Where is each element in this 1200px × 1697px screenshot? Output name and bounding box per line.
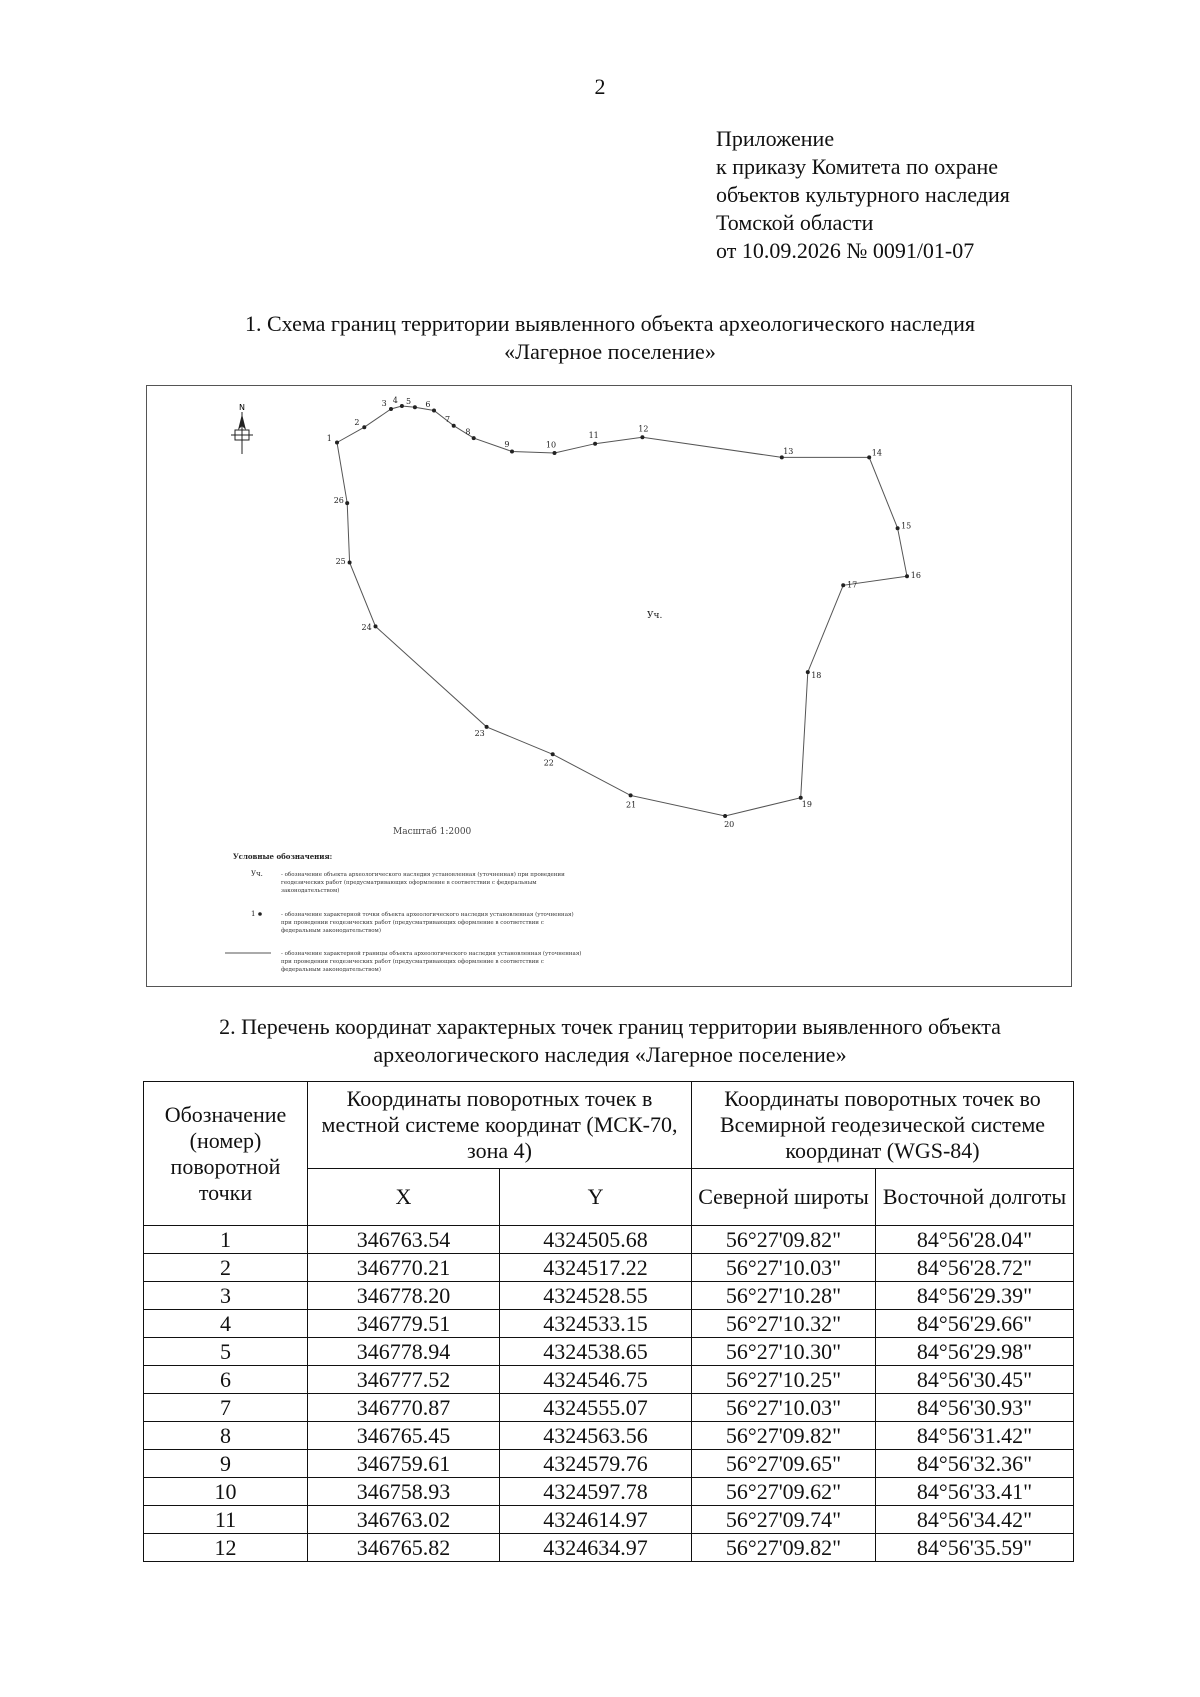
boundary-point-label: 24	[361, 623, 372, 632]
cell-y: 4324538.65	[500, 1338, 692, 1366]
legend-symbol: 1	[251, 910, 256, 918]
header-x: X	[308, 1169, 500, 1226]
section-1-line-1: 1. Схема границ территории выявленного объекта археологического наследия	[244, 311, 976, 336]
header-local-coords: Координаты поворотных точек в местной системе координат (МСК-70, зона 4)	[308, 1082, 692, 1169]
boundary-point-label: 3	[381, 399, 387, 409]
boundary-point	[400, 404, 404, 408]
cell-x: 346758.93	[308, 1478, 500, 1506]
boundary-point	[510, 450, 514, 454]
boundary-line	[337, 406, 907, 816]
header-point-number: Обозначение (номер) поворотной точки	[144, 1082, 308, 1226]
cell-y: 4324528.55	[500, 1282, 692, 1310]
header-y: Y	[500, 1169, 692, 1226]
boundary-point	[413, 405, 417, 409]
boundary-point	[640, 435, 644, 439]
cell-latitude: 56°27'09.74"	[692, 1506, 876, 1534]
cell-x: 346770.87	[308, 1394, 500, 1422]
cell-point-number: 8	[144, 1422, 308, 1450]
boundary-point-label: 6	[425, 400, 431, 409]
legend-text: федеральным законодательством)	[281, 967, 381, 973]
cell-point-number: 12	[144, 1534, 308, 1562]
cell-longitude: 84°56'35.59"	[876, 1534, 1074, 1562]
cell-longitude: 84°56'29.66"	[876, 1310, 1074, 1338]
header-longitude: Восточной долготы	[876, 1169, 1074, 1226]
appendix-line: от 10.09.2026 № 0091/01-07	[716, 238, 975, 263]
table-row	[144, 1282, 1074, 1310]
legend-text: при проведении геодезических работ (предусматривающих оформление в соответствии с	[281, 959, 544, 965]
appendix-line: к приказу Комитета по охране	[716, 154, 998, 179]
boundary-point	[905, 574, 909, 578]
boundary-point	[723, 814, 727, 818]
table-row	[144, 1422, 1074, 1450]
boundary-point-label: 18	[811, 670, 822, 680]
boundary-point-label: 5	[405, 397, 412, 406]
cell-y: 4324546.75	[500, 1366, 692, 1394]
boundary-point	[389, 407, 393, 411]
boundary-point	[335, 441, 339, 445]
area-label: Уч.	[647, 611, 663, 621]
page-number: 2	[594, 74, 606, 99]
cell-x: 346763.54	[308, 1226, 500, 1254]
boundary-point-label: 12	[638, 424, 649, 434]
boundary-point	[362, 425, 366, 429]
cell-point-number: 11	[144, 1506, 308, 1534]
boundary-point-label: 20	[724, 820, 735, 829]
boundary-point	[896, 526, 900, 530]
cell-point-number: 3	[144, 1282, 308, 1310]
cell-point-number: 7	[144, 1394, 308, 1422]
boundary-point-label: 21	[626, 800, 637, 810]
cell-longitude: 84°56'32.36"	[876, 1450, 1074, 1478]
boundary-point-label: 7	[445, 415, 451, 425]
cell-y: 4324614.97	[500, 1506, 692, 1534]
header-latitude: Северной широты	[692, 1169, 876, 1226]
section-1-line-2: «Лагерное поселение»	[504, 339, 716, 364]
boundary-point	[593, 442, 597, 446]
boundary-point	[629, 793, 633, 797]
cell-y: 4324597.78	[500, 1478, 692, 1506]
legend-item-area	[251, 870, 565, 894]
cell-x: 346770.21	[308, 1254, 500, 1282]
legend-text: - обозначение характерной точки объекта археологического наследия установленная (уточненная)	[281, 912, 574, 918]
legend-text: - обозначение объекта археологического наследия установленная (уточненная) при проведении	[281, 872, 565, 878]
boundary-point-label: 2	[354, 418, 360, 427]
cell-latitude: 56°27'09.62"	[692, 1478, 876, 1506]
cell-longitude: 84°56'28.72"	[876, 1254, 1074, 1282]
cell-y: 4324563.56	[500, 1422, 692, 1450]
legend-title: Условные обозначения:	[233, 852, 333, 861]
boundary-point	[867, 455, 871, 459]
appendix-line: объектов культурного наследия	[716, 182, 1010, 207]
table-row	[144, 1534, 1074, 1562]
cell-longitude: 84°56'28.04"	[876, 1226, 1074, 1254]
legend-item-line	[225, 950, 581, 973]
boundary-point	[345, 501, 349, 505]
boundary-point-label: 10	[545, 440, 557, 450]
cell-latitude: 56°27'10.25"	[692, 1366, 876, 1394]
boundary-point-label: 17	[847, 580, 858, 590]
cell-longitude: 84°56'34.42"	[876, 1506, 1074, 1534]
cell-point-number: 10	[144, 1478, 308, 1506]
table-row	[144, 1338, 1074, 1366]
cell-latitude: 56°27'09.82"	[692, 1422, 876, 1450]
boundary-point-label: 23	[474, 728, 485, 738]
cell-point-number: 1	[144, 1226, 308, 1254]
boundary-point	[432, 409, 436, 413]
north-label: N	[239, 403, 245, 412]
north-arrow-icon	[231, 403, 253, 454]
coordinates-table	[143, 1081, 1074, 1562]
cell-longitude: 84°56'29.39"	[876, 1282, 1074, 1310]
scheme-drawing	[147, 386, 1071, 986]
cell-x: 346778.20	[308, 1282, 500, 1310]
boundary-point-label: 25	[335, 556, 346, 566]
legend-text: - обозначение характерной границы объекта археологического наследия установленная (уточненная)	[281, 951, 582, 957]
cell-longitude: 84°56'29.98"	[876, 1338, 1074, 1366]
legend-text: законодательством)	[281, 888, 340, 894]
cell-point-number: 9	[144, 1450, 308, 1478]
boundary-scheme	[146, 385, 1072, 987]
boundary-point-label: 22	[543, 758, 554, 768]
table-row	[144, 1310, 1074, 1338]
section-2-line-2: археологического наследия «Лагерное поселение»	[373, 1042, 847, 1067]
cell-x: 346763.02	[308, 1506, 500, 1534]
legend-symbol: Уч.	[251, 870, 263, 878]
boundary-point	[472, 436, 476, 440]
cell-point-number: 6	[144, 1366, 308, 1394]
boundary-point	[485, 725, 489, 729]
legend-text: при проведении геодезических работ (предусматривающих оформление в соответствии с	[281, 920, 544, 926]
scale-label: Масштаб 1:2000	[393, 827, 472, 837]
table-row	[144, 1254, 1074, 1282]
table-row	[144, 1478, 1074, 1506]
boundary-point-label: 8	[465, 427, 471, 437]
boundary-point	[374, 624, 378, 628]
boundary-point-label: 13	[783, 447, 794, 457]
legend-text: геодезических работ (предусматривающих оформление в соответствии с федеральным	[281, 880, 537, 886]
cell-y: 4324533.15	[500, 1310, 692, 1338]
cell-y: 4324505.68	[500, 1226, 692, 1254]
appendix-line: Приложение	[716, 126, 835, 151]
section-2-line-1: 2. Перечень координат характерных точек границ территории выявленного объекта	[219, 1014, 1001, 1039]
coordinates-body	[144, 1226, 1074, 1562]
table-row	[144, 1366, 1074, 1394]
legend-item-point	[251, 910, 574, 934]
appendix-block	[716, 125, 1010, 265]
boundary-point	[348, 561, 352, 565]
section-1-title	[130, 310, 1090, 366]
cell-latitude: 56°27'10.03"	[692, 1394, 876, 1422]
boundary-point-label: 9	[504, 440, 510, 449]
boundary-point	[806, 670, 810, 674]
boundary-point-label: 26	[333, 495, 344, 505]
cell-x: 346778.94	[308, 1338, 500, 1366]
legend-text: федеральным законодательством)	[281, 928, 381, 934]
cell-longitude: 84°56'31.42"	[876, 1422, 1074, 1450]
cell-longitude: 84°56'30.93"	[876, 1394, 1074, 1422]
boundary-point-label: 14	[871, 448, 882, 458]
boundary-point	[553, 451, 557, 455]
boundary-point-label: 16	[910, 571, 921, 581]
cell-x: 346759.61	[308, 1450, 500, 1478]
table-row	[144, 1394, 1074, 1422]
cell-y: 4324579.76	[500, 1450, 692, 1478]
header-wgs-coords: Координаты поворотных точек во Всемирной геодезической системе координат (WGS-84)	[692, 1082, 1074, 1169]
boundary-point-label: 11	[588, 430, 599, 440]
cell-longitude: 84°56'33.41"	[876, 1478, 1074, 1506]
boundary-point	[841, 583, 845, 587]
boundary-point	[452, 424, 456, 428]
legend-point-icon	[258, 912, 262, 916]
cell-latitude: 56°27'10.32"	[692, 1310, 876, 1338]
table-row	[144, 1226, 1074, 1254]
cell-latitude: 56°27'10.28"	[692, 1282, 876, 1310]
cell-longitude: 84°56'30.45"	[876, 1366, 1074, 1394]
boundary-point-label: 1	[326, 433, 332, 443]
cell-point-number: 4	[144, 1310, 308, 1338]
table-row	[144, 1506, 1074, 1534]
cell-point-number: 5	[144, 1338, 308, 1366]
boundary-point-label: 15	[901, 521, 912, 531]
cell-y: 4324634.97	[500, 1534, 692, 1562]
boundary-point	[799, 796, 803, 800]
cell-point-number: 2	[144, 1254, 308, 1282]
cell-x: 346779.51	[308, 1310, 500, 1338]
section-2-title	[130, 1013, 1090, 1069]
cell-latitude: 56°27'09.82"	[692, 1534, 876, 1562]
appendix-line: Томской области	[716, 210, 874, 235]
table-row	[144, 1450, 1074, 1478]
cell-latitude: 56°27'09.65"	[692, 1450, 876, 1478]
cell-latitude: 56°27'10.03"	[692, 1254, 876, 1282]
boundary-point-label: 4	[392, 395, 398, 405]
cell-x: 346765.82	[308, 1534, 500, 1562]
cell-latitude: 56°27'09.82"	[692, 1226, 876, 1254]
boundary-point-label: 19	[801, 800, 812, 810]
cell-latitude: 56°27'10.30"	[692, 1338, 876, 1366]
cell-x: 346777.52	[308, 1366, 500, 1394]
cell-y: 4324555.07	[500, 1394, 692, 1422]
cell-y: 4324517.22	[500, 1254, 692, 1282]
cell-x: 346765.45	[308, 1422, 500, 1450]
boundary-point	[551, 752, 555, 756]
